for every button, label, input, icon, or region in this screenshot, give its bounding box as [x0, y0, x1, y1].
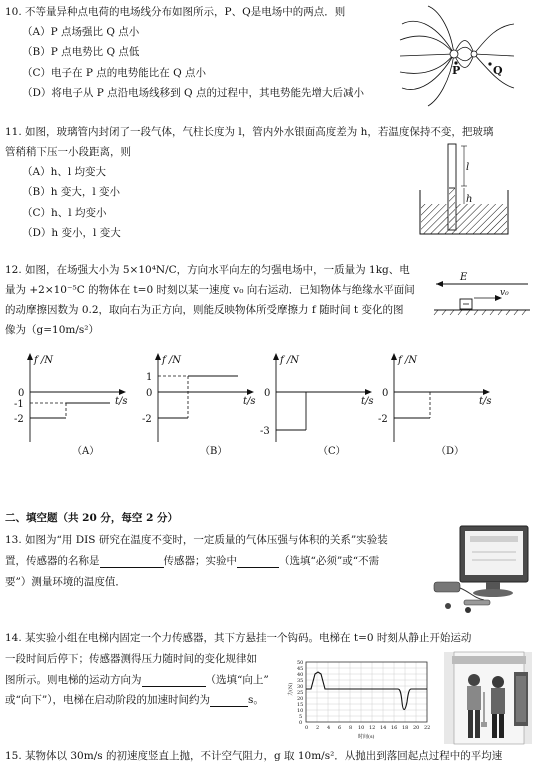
graph-d-tick-0: 0 — [382, 388, 389, 399]
q13-blank-1[interactable] — [100, 556, 164, 568]
graph-c-ylabel: f /N — [280, 355, 299, 366]
q12-stem-line1: 12. 如图，在场强大小为 5×10⁴N/C，方向水平向左的匀强电场中，一质量为 1kg、电 — [5, 264, 410, 276]
q12-stem-line4: 像为（g=10m/s²） — [5, 324, 99, 336]
q14-blank-1[interactable] — [142, 675, 206, 687]
chart-ytick-5: 5 — [299, 714, 303, 720]
q11-option-b: （B）h 变大，l 变小 — [22, 186, 121, 198]
chart-ytick-20: 20 — [297, 696, 304, 702]
height-h-label: h — [466, 194, 473, 205]
q12-stem-line2: 量为 +2×10⁻⁵C 的物体在 t=0 时刻以某一速度 v₀ 向右运动．已知物体与绝缘水平面间 — [5, 284, 415, 296]
graph-b — [138, 352, 260, 457]
q13-line3: 要”）测量环境的温度值． — [5, 576, 126, 588]
graph-a-xlabel: t/s — [115, 396, 128, 407]
q14-line3-tail: （选填“向上” — [205, 674, 269, 686]
q10-option-b: （B）P 点电势比 Q 点低 — [22, 46, 140, 58]
chart-xtick-12: 12 — [369, 725, 376, 731]
graph-c-tick-0: 0 — [264, 388, 271, 399]
chart-ytick-45: 45 — [297, 666, 304, 672]
graph-b-tick-0: 1 — [146, 372, 153, 383]
chart-xtick-22: 22 — [424, 725, 431, 731]
point-q-label: Q — [493, 64, 503, 77]
q14-line3-text: 图所示。则电梯的运动方向为 — [5, 674, 142, 686]
graph-b-caption: （B） — [200, 446, 228, 457]
q10-option-d: （D）将电子从 P 点沿电场线移到 Q 点的过程中，其电势能先增大后减小 — [22, 87, 364, 99]
chart-ytick-30: 30 — [297, 684, 304, 690]
graph-d-tick-1: -2 — [378, 414, 388, 425]
chart-xtick-14: 14 — [380, 725, 387, 731]
chart-ytick-25: 25 — [297, 690, 304, 696]
graph-b-tick-2: -2 — [142, 414, 152, 425]
elevator-photo — [444, 652, 532, 744]
mercury-tube-figure — [418, 140, 513, 236]
graph-d — [374, 352, 496, 457]
q11-stem-line2: 管稍稍下压一小段距离，则 — [5, 146, 131, 158]
chart-xtick-16: 16 — [391, 725, 398, 731]
q10-option-c: （C）电子在 P 点的电势能比在 Q 点小 — [22, 67, 207, 79]
chart-xtick-8: 8 — [349, 725, 353, 731]
chart-xtick-6: 6 — [338, 725, 342, 731]
q10-stem: 10. 不等量异种点电荷的电场线分布如图所示，P、Q是电场中的两点．则 — [5, 6, 346, 18]
chart-ylabel: 力(N) — [288, 682, 294, 696]
q11-option-c: （C）h、l 均变小 — [22, 207, 107, 219]
q14-line4 — [5, 694, 264, 707]
graph-c — [256, 352, 378, 457]
velocity-v0-label: v₀ — [500, 288, 509, 298]
q13-line1: 13. 如图为“用 DIS 研究在温度不变时，一定质量的气体压强与体积的关系”实验装 — [5, 534, 388, 546]
dis-apparatus-figure — [430, 522, 532, 618]
graph-d-ylabel: f /N — [398, 355, 417, 366]
chart-xtick-10: 10 — [358, 725, 365, 731]
chart-ytick-15: 15 — [297, 702, 304, 708]
graph-d-xlabel: t/s — [479, 396, 492, 407]
graph-a-tick-2: -2 — [14, 414, 24, 425]
graph-b-xlabel: t/s — [243, 396, 256, 407]
q13-line2 — [5, 555, 379, 568]
graph-a-tick-0: 0 — [18, 388, 25, 399]
chart-ytick-50: 50 — [297, 660, 304, 666]
chart-xtick-20: 20 — [413, 725, 420, 731]
q14-line3 — [5, 674, 269, 687]
graph-a-caption: （A） — [72, 446, 100, 457]
q14-line2: 一段时间后停下；传感器测得压力随时间的变化规律如 — [5, 653, 257, 665]
field-block-figure — [432, 268, 534, 318]
chart-ytick-40: 40 — [297, 672, 304, 678]
q14-line4-tail: s。 — [248, 694, 264, 706]
graph-c-xlabel: t/s — [361, 396, 374, 407]
q12-stem-line3: 的动摩擦因数为 0.2，取向右为正方向，则能反映物体所受摩擦力 f 随时间 t 变化的图 — [5, 304, 404, 316]
q13-blank-2[interactable] — [237, 556, 279, 568]
q11-option-d: （D）h 变小，l 变大 — [22, 227, 121, 239]
q11-stem-line1: 11. 如图，玻璃管内封闭了一段气体，气柱长度为 l，管内外水银面高度差为 h，若温度保持不变，把玻璃 — [5, 126, 494, 138]
chart-xtick-4: 4 — [327, 725, 331, 731]
q13-line2-part3: （选填“必须”或“不需 — [279, 555, 380, 567]
q13-line2-part2: 传感器；实验中 — [163, 555, 237, 567]
chart-xtick-18: 18 — [402, 725, 409, 731]
q14-line4-text: 或“向下”），电梯在启动阶段的加速时间约为 — [5, 694, 210, 706]
electric-field-lines-figure — [398, 6, 516, 106]
q11-option-a: （A）h、l 均变大 — [22, 166, 107, 178]
graph-b-ylabel: f /N — [162, 355, 181, 366]
q13-line2-part1: 置，传感器的名称是 — [5, 555, 100, 567]
chart-xlabel: 时间(s) — [358, 734, 375, 740]
length-l-label: l — [466, 162, 470, 173]
graph-a — [10, 352, 132, 457]
q14-line1: 14. 某实验小组在电梯内固定一个力传感器，其下方悬挂一个钩码。电梯在 t=0 时刻从静止开始运动 — [5, 632, 472, 644]
field-e-label: E — [460, 272, 468, 283]
graph-a-ylabel: f /N — [34, 355, 53, 366]
chart-xtick-0: 0 — [305, 725, 309, 731]
q15-line1: 15. 某物体以 30m/s 的初速度竖直上抛，不计空气阻力，g 取 10m/s²．从抛出到落回起点过程中的平均速 — [5, 750, 503, 762]
point-p-label: P — [452, 64, 461, 77]
graph-d-caption: （D） — [436, 446, 465, 457]
section-heading: 二、填空题（共 20 分，每空 2 分） — [5, 512, 179, 524]
chart-ytick-35: 35 — [297, 678, 304, 684]
q10-option-a: （A）P 点场强比 Q 点小 — [22, 26, 140, 38]
graph-c-tick-1: -3 — [260, 426, 270, 437]
graph-a-tick-1: -1 — [14, 399, 24, 410]
graph-b-tick-1: 0 — [146, 388, 153, 399]
q14-blank-2[interactable] — [210, 695, 248, 707]
chart-xtick-2: 2 — [316, 725, 320, 731]
chart-ytick-10: 10 — [297, 708, 304, 714]
graph-c-caption: （C） — [318, 446, 346, 457]
force-time-chart — [280, 652, 440, 744]
chart-ytick-0: 0 — [299, 720, 303, 726]
